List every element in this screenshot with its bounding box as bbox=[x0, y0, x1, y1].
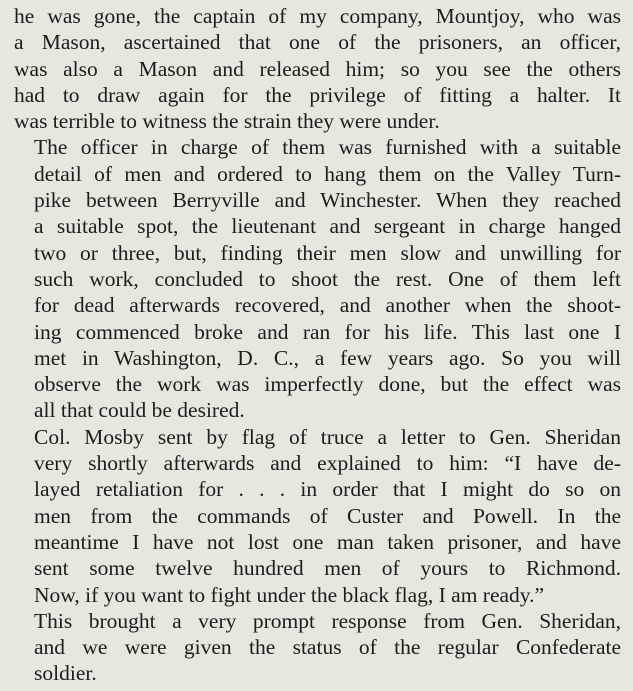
paragraph bbox=[14, 134, 621, 423]
text-line: This brought a very prompt response from Gen. Sheridan, bbox=[34, 608, 621, 633]
text-line: soldier. bbox=[34, 661, 97, 686]
text-line: The officer in charge of them was furnished with a suitable bbox=[34, 135, 621, 160]
text-line: sent some twelve hundred men of yours to Richmond. bbox=[34, 556, 621, 581]
paragraph bbox=[14, 608, 621, 687]
text-line: two or three, but, finding their men slow and unwilling for bbox=[34, 240, 621, 265]
text-line: meantime I have not lost one man taken prisoner, and have bbox=[34, 529, 621, 554]
paragraph bbox=[14, 424, 621, 608]
text-line: Now, if you want to fight under the black flag, I am ready.” bbox=[34, 582, 545, 607]
text-line: Col. Mosby sent by flag of truce a letter to Gen. Sheridan bbox=[34, 424, 621, 449]
text-line: observe the work was imperfectly done, but the effect was bbox=[34, 372, 621, 397]
text-line: was also a Mason and released him; so you see the others bbox=[14, 56, 621, 81]
text-line: met in Washington, D. C., a few years ago. So you will bbox=[34, 345, 621, 370]
text-line: a suitable spot, the lieutenant and sergeant in charge hanged bbox=[34, 214, 621, 239]
paragraph bbox=[14, 3, 621, 134]
text-line: and we were given the status of the regular Confederate bbox=[34, 635, 621, 660]
text-line: layed retaliation for . . . in order that I might do so on bbox=[34, 477, 621, 502]
text-line: such work, concluded to shoot the rest. One of them left bbox=[34, 266, 621, 291]
text-line: all that could be desired. bbox=[34, 398, 245, 423]
text-line: men from the commands of Custer and Powell. In the bbox=[34, 503, 621, 528]
text-line: detail of men and ordered to hang them on the Valley Turn- bbox=[34, 161, 621, 186]
text-line: pike between Berryville and Winchester. When they reached bbox=[34, 188, 621, 213]
text-line: very shortly afterwards and explained to him: “I have de- bbox=[34, 451, 621, 476]
text-line: ing commenced broke and ran for his life. This last one I bbox=[34, 319, 621, 344]
text-line: he was gone, the captain of my company, Mountjoy, who was bbox=[14, 4, 621, 28]
text-line: a Mason, ascertained that one of the prisoners, an officer, bbox=[14, 30, 621, 55]
text-line: for dead afterwards recovered, and another when the shoot- bbox=[34, 293, 621, 318]
text-line: was terrible to witness the strain they were under. bbox=[14, 109, 440, 134]
text-body bbox=[14, 3, 621, 687]
text-line: had to draw again for the privilege of fitting a halter. It bbox=[14, 82, 621, 107]
